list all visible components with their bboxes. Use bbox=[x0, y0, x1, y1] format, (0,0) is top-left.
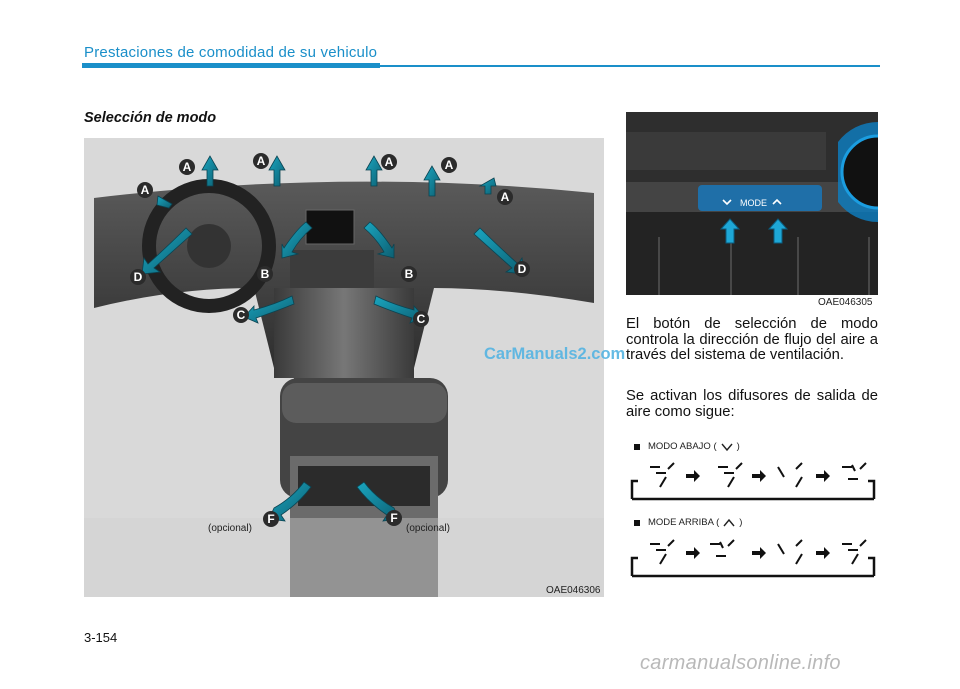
figure-code-mode-caption: OAE046305 bbox=[818, 297, 873, 308]
vent-badge-a bbox=[497, 189, 513, 205]
svg-text:A: A bbox=[500, 190, 510, 204]
svg-text:A: A bbox=[256, 154, 266, 168]
mode-up-label: MODE ARRIBA ( ) bbox=[634, 517, 742, 528]
svg-text:F: F bbox=[267, 512, 275, 526]
bullet-square bbox=[634, 444, 640, 450]
vent-badge-a bbox=[179, 159, 195, 175]
svg-text:C: C bbox=[416, 312, 426, 326]
vent-badge-a bbox=[253, 153, 269, 169]
svg-text:B: B bbox=[404, 267, 414, 281]
svg-text:A: A bbox=[384, 155, 394, 169]
header-line bbox=[380, 65, 880, 67]
vent-badge-a bbox=[441, 157, 457, 173]
svg-text:C: C bbox=[236, 308, 246, 322]
mode-button-label: MODE bbox=[740, 198, 767, 208]
svg-text:A: A bbox=[182, 160, 192, 174]
mode-button-illustration bbox=[626, 112, 878, 295]
optional-label-left: (opcional) bbox=[208, 523, 252, 534]
watermark-carmanuals2: CarManuals2.com bbox=[484, 345, 626, 363]
footer-watermark: carmanualsonline.info bbox=[640, 652, 841, 674]
figure-code-main: OAE046306 bbox=[546, 585, 601, 596]
vent-badge-f bbox=[386, 510, 402, 526]
section-title: Selección de modo bbox=[84, 110, 217, 126]
vent-badge-c bbox=[413, 311, 429, 327]
vent-badge-a bbox=[137, 182, 153, 198]
header-title: Prestaciones de comodidad de su vehiculo bbox=[84, 44, 378, 61]
svg-text:A: A bbox=[444, 158, 454, 172]
dashboard-vent-illustration bbox=[84, 138, 604, 597]
mode-down-sequence bbox=[630, 459, 876, 505]
optional-label-right: (opcional) bbox=[406, 523, 450, 534]
paragraph-vents-activate: Se activan los difusores de salida de aire como sigue: bbox=[626, 388, 878, 420]
svg-text:D: D bbox=[133, 270, 143, 284]
vent-badge-c bbox=[233, 307, 249, 323]
paragraph-mode-selection: El botón de selección de modo controla la dirección de flujo del aire a través del sistema de ventilación. bbox=[626, 316, 878, 363]
vent-badge-a bbox=[381, 154, 397, 170]
mode-down-label: MODO ABAJO ( ) bbox=[634, 441, 740, 452]
page-number: 3-154 bbox=[84, 630, 118, 645]
svg-text:F: F bbox=[390, 511, 398, 525]
vent-badge-b bbox=[401, 266, 417, 282]
header-bar bbox=[82, 63, 380, 68]
svg-text:A: A bbox=[140, 183, 150, 197]
vent-badge-d bbox=[514, 261, 530, 277]
svg-text:B: B bbox=[260, 267, 270, 281]
vent-badge-f bbox=[263, 511, 279, 527]
svg-text:D: D bbox=[517, 262, 527, 276]
vent-badge-b bbox=[257, 266, 273, 282]
chevron-down-icon bbox=[720, 442, 734, 452]
mode-up-sequence bbox=[630, 536, 876, 582]
chevron-up-icon bbox=[722, 518, 736, 528]
vent-badge-d bbox=[130, 269, 146, 285]
bullet-square bbox=[634, 520, 640, 526]
